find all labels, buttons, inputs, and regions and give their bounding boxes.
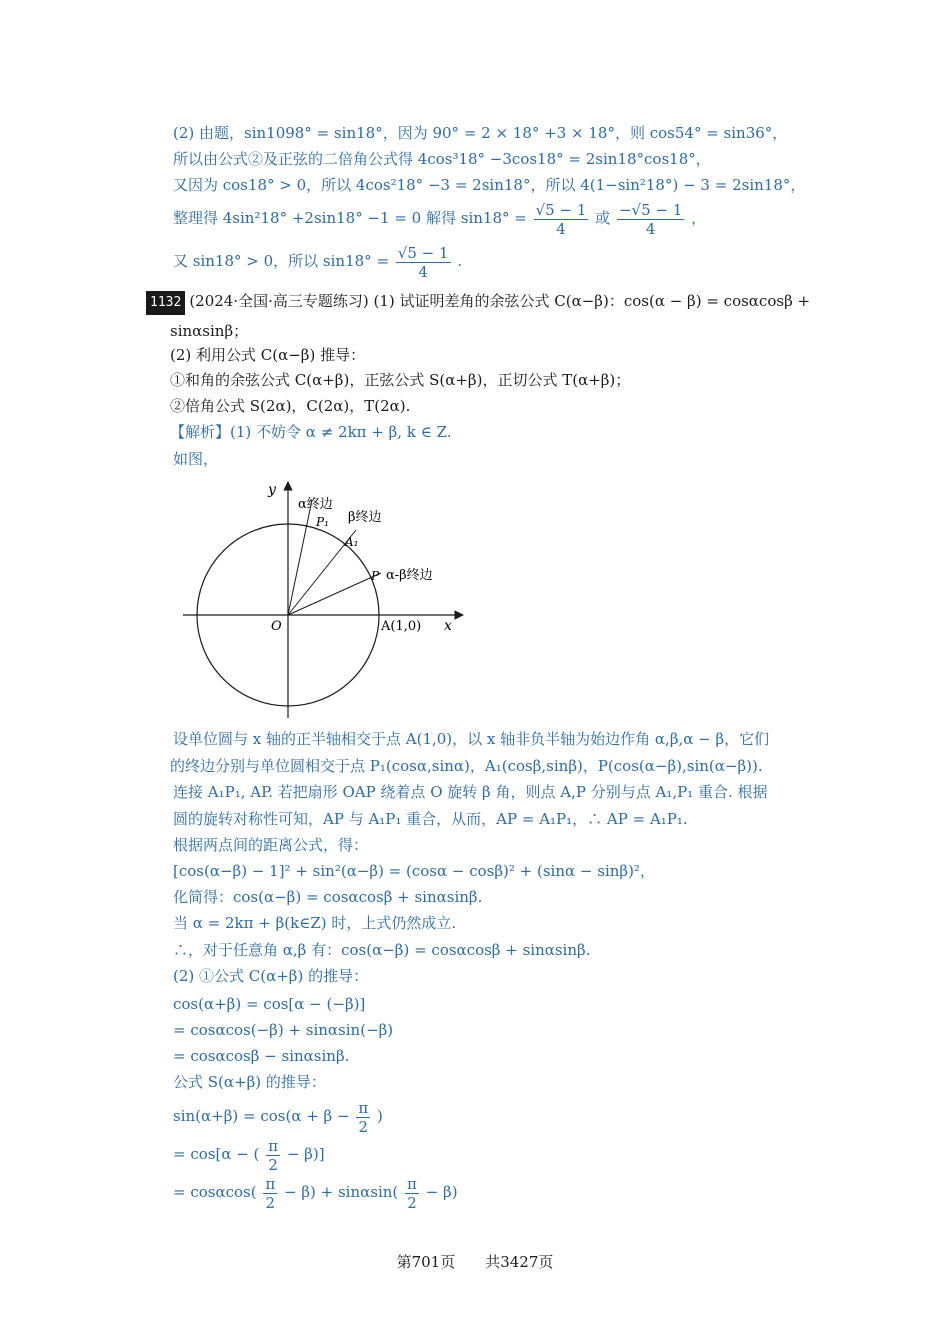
solution-line-7: 根据两点间的距离公式，得： — [173, 836, 369, 854]
prev-line-4 — [173, 199, 706, 238]
solution-line-19 — [173, 1173, 458, 1212]
question-line-2: sinαsinβ； — [170, 322, 249, 340]
fraction — [356, 1099, 370, 1136]
prev-line-5 — [173, 242, 462, 281]
question-number: 1132 — [146, 291, 185, 315]
prev-line-5-pre: 又 sin18° > 0，所以 sin18° = — [173, 252, 390, 270]
solution-line-13: cos(α+β) = cos[α − (−β)] — [173, 995, 366, 1013]
solution-line-12: (2) ①公式 C(α+β) 的推导： — [173, 967, 369, 985]
fraction — [263, 1175, 277, 1212]
question-line-4: ①和角的余弦公式 C(α+β)，正弦公式 S(α+β)，正切公式 T(α+β)； — [170, 371, 631, 389]
l17-post: ) — [376, 1107, 383, 1125]
fraction — [405, 1175, 419, 1212]
p1-label: P₁ — [316, 515, 329, 529]
beta-edge-label: β终边 — [348, 510, 382, 525]
l19-post: − β) — [425, 1183, 458, 1201]
p-label: P — [371, 569, 380, 583]
page-footer: 第701页 共3427页 — [396, 1253, 554, 1271]
diff-edge-label: α-β终边 — [386, 568, 433, 583]
question-line-3: (2) 利用公式 C(α−β) 推导： — [170, 346, 366, 364]
fraction — [396, 244, 451, 281]
fraction-num: π — [407, 1174, 417, 1193]
question-text-1: (2024·全国·高三专题练习) (1) 试证明差角的余弦公式 C(α−β)：cos(α − β) = cosαcosβ + — [189, 292, 811, 310]
solution-line-9: 化简得：cos(α−β) = cosαcosβ + sinαsinβ. — [173, 888, 483, 906]
l18-pre: = cos[α − ( — [173, 1145, 260, 1163]
prev-line-1: (2) 由题，sin1098° = sin18°，因为 90° = 2 × 18° +3 × 18°，则 cos54° = sin36°， — [173, 124, 788, 142]
fraction-den: 2 — [358, 1117, 369, 1136]
solution-line-1 — [170, 422, 452, 442]
solution-line-17 — [173, 1097, 383, 1136]
unit-circle-figure — [178, 478, 473, 723]
prev-line-2: 所以由公式②及正弦的二倍角公式得 4cos³18° −3cos18° = 2sin18°cos18°， — [173, 150, 711, 168]
prev-line-4-pre: 整理得 4sin²18° +2sin18° −1 = 0 解得 sin18° = — [173, 209, 527, 227]
solution-line-4: 的终边分别与单位圆相交于点 P₁(cosα,sinα)，A₁(cosβ,sinβ)，P(cos(α−β),sin(α−β)). — [170, 757, 763, 775]
solution-line-8: [cos(α−β) − 1]² + sin²(α−β) = (cosα − cosβ)² + (sinα − sinβ)²， — [173, 862, 655, 880]
solution-line-18 — [173, 1135, 325, 1174]
fraction-num: −√5 − 1 — [618, 200, 683, 219]
solution-line-2: 如图， — [173, 450, 219, 468]
alpha-edge-label: α终边 — [298, 497, 333, 512]
x-label: x — [444, 618, 452, 634]
solution-text-1: (1) 不妨令 α ≠ 2kπ + β, k ∈ Z. — [230, 423, 452, 441]
solution-line-5: 连接 A₁P₁, AP. 若把扇形 OAP 绕着点 O 旋转 β 角，则点 A,P 分别与点 A₁,P₁ 重合. 根据 — [173, 783, 768, 801]
solution-line-11: ∴，对于任意角 α,β 有：cos(α−β) = cosαcosβ + sinαsinβ. — [173, 941, 591, 959]
fraction-num: √5 − 1 — [397, 243, 449, 262]
fraction-num: √5 − 1 — [535, 200, 587, 219]
origin-label: O — [271, 619, 282, 634]
l19-pre: = cosαcos( — [173, 1183, 257, 1201]
fraction-den: 4 — [418, 262, 428, 281]
solution-line-10: 当 α = 2kπ + β(k∈Z) 时，上式仍然成立. — [173, 914, 457, 932]
fraction-num: π — [265, 1174, 276, 1193]
prev-line-5-post: . — [457, 252, 463, 270]
solution-line-3: 设单位圆与 x 轴的正半轴相交于点 A(1,0)，以 x 轴非负半轴为始边作角 α,β,α − β，它们 — [173, 730, 770, 748]
a1-label: A₁ — [345, 535, 359, 549]
y-label: y — [268, 482, 276, 498]
fraction-num: π — [268, 1136, 279, 1155]
solution-label: 【解析】 — [170, 423, 231, 441]
l18-post: − β)] — [286, 1145, 325, 1163]
diff-terminal-side — [288, 573, 381, 615]
question-line-1 — [146, 291, 810, 315]
fraction — [617, 201, 684, 238]
fraction — [534, 201, 589, 238]
prev-line-3: 又因为 cos18° > 0，所以 4cos²18° −3 = 2sin18°，所以 4(1−sin²18°) − 3 = 2sin18°， — [173, 176, 806, 194]
fraction-den: 2 — [268, 1155, 278, 1174]
solution-line-16: 公式 S(α+β) 的推导： — [173, 1073, 326, 1091]
fraction-den: 2 — [265, 1193, 276, 1212]
solution-line-14: = cosαcos(−β) + sinαsin(−β) — [173, 1021, 394, 1039]
prev-line-4-post: ， — [691, 209, 707, 227]
fraction-den: 2 — [407, 1193, 417, 1212]
l17-pre: sin(α+β) = cos(α + β − — [173, 1107, 350, 1125]
fraction-num: π — [358, 1098, 369, 1117]
fraction-den: 4 — [645, 219, 656, 238]
solution-line-6: 圆的旋转对称性可知，AP 与 A₁P₁ 重合，从而，AP = A₁P₁，∴ AP = A₁P₁. — [173, 810, 688, 828]
alpha-terminal-side — [288, 500, 312, 615]
fraction — [266, 1137, 280, 1174]
l19-mid: − β) + sinαsin( — [284, 1183, 399, 1201]
solution-line-15: = cosαcosβ − sinαsinβ. — [173, 1047, 350, 1065]
prev-line-4-mid: 或 — [595, 209, 611, 227]
question-line-5: ②倍角公式 S(2α)，C(2α)，T(2α). — [170, 397, 411, 415]
fraction-den: 4 — [556, 219, 566, 238]
point-a-label: A(1,0) — [381, 619, 422, 634]
